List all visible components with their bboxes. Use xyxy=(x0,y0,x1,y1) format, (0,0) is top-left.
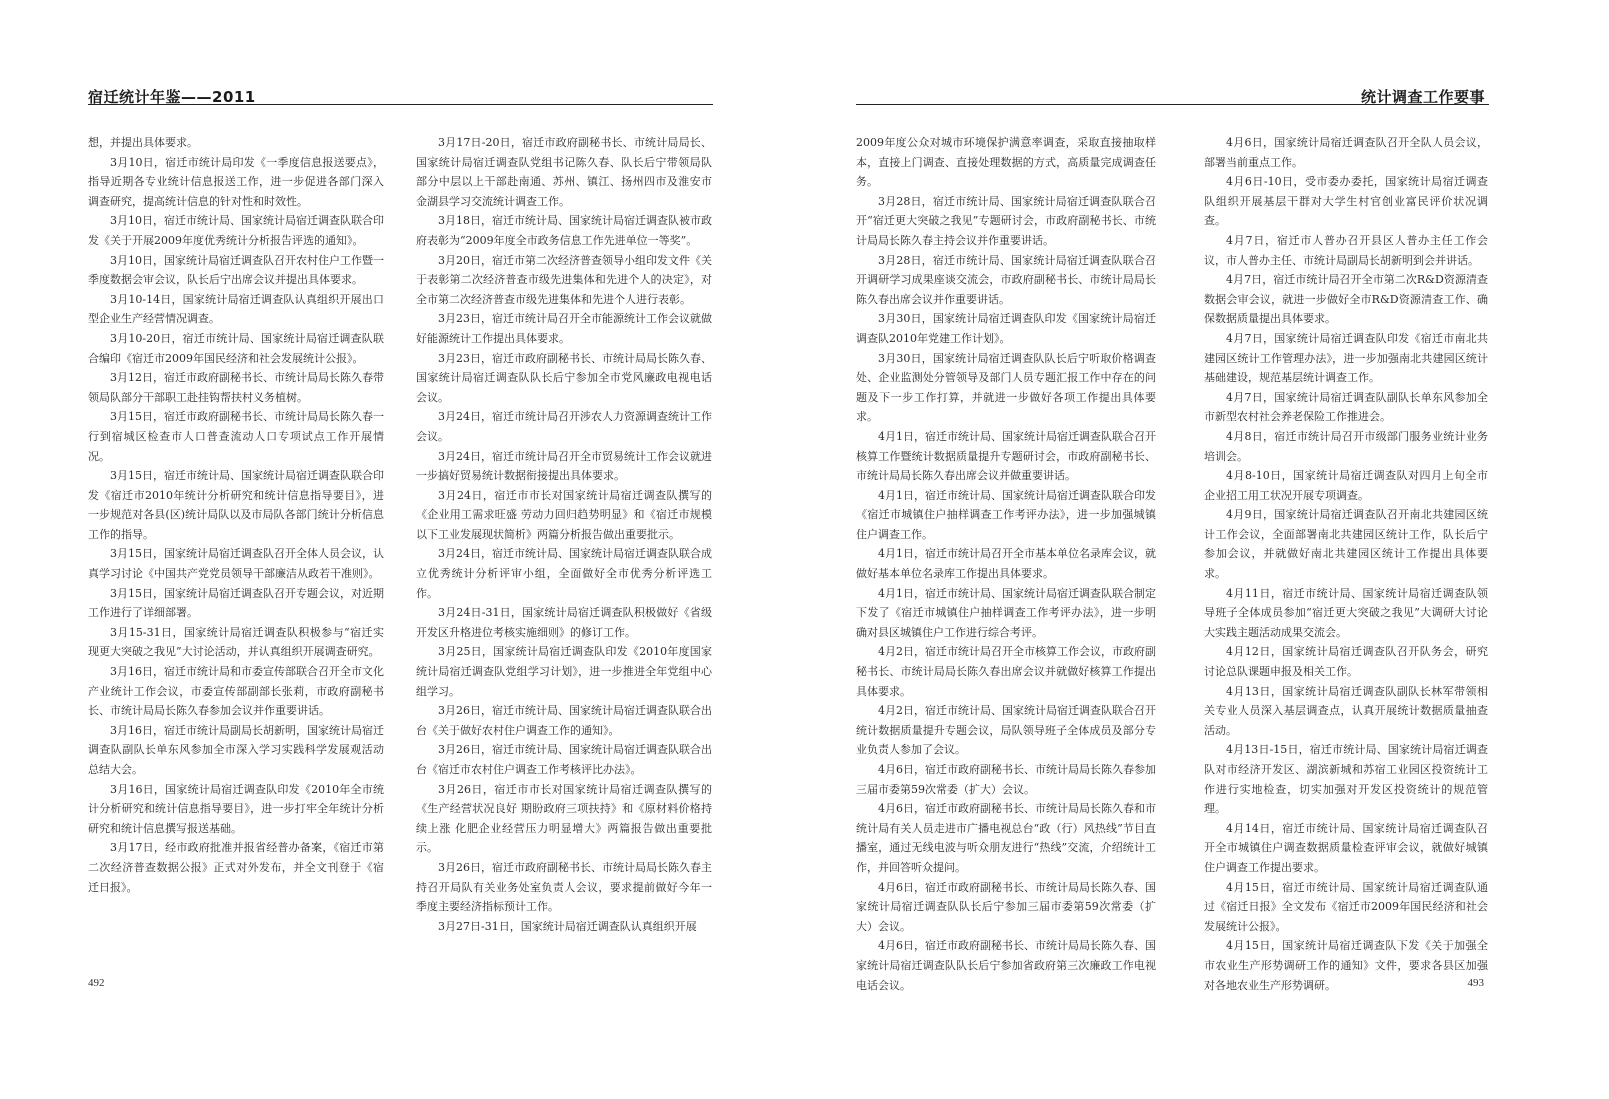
right-column-1 xyxy=(856,133,1156,992)
entry-paragraph: 3月30日，国家统计局宿迁调查队印发《国家统计局宿迁调查队2010年党建工作计划》。 xyxy=(856,312,1156,345)
left-page xyxy=(0,0,804,1099)
entry-paragraph: 3月23日，宿迁市政府副秘书长、市统计局局长陈久春、国家统计局宿迁调查队队长后宁参加全市党风廉政电视电话会议。 xyxy=(416,351,712,404)
entry-paragraph: 4月14日，宿迁市统计局、国家统计局宿迁调查队召开全市城镇住户调查数据质量检查评审会议，就做好城镇住户调查工作提出要求。 xyxy=(1204,821,1488,874)
running-head-left: 宿迁统计年鉴——2011 xyxy=(88,88,256,106)
entry-paragraph: 3月24日，宿迁市统计局召开涉农人力资源调查统计工作会议。 xyxy=(416,410,712,443)
entry-paragraph: 3月25日，国家统计局宿迁调查队印发《2010年度国家统计局宿迁调查队党组学习计划》，进一步推进全年党组中心组学习。 xyxy=(416,645,712,698)
entry-paragraph: 4月9日，国家统计局宿迁调查队召开南北共建园区统计工作会议，全面部署南北共建园区统计工作，队长后宁参加会议，并就做好南北共建园区统计工作提出具体要求。 xyxy=(1204,508,1488,581)
entry-paragraph: 3月17日-20日，宿迁市政府副秘书长、市统计局局长、国家统计局宿迁调查队党组书记陈久春、队长后宁带领局队部分中层以上干部赴南通、苏州、镇江、扬州四市及淮安市金湖县学习交流统计调查工作。 xyxy=(416,136,712,208)
entry-paragraph: 3月16日，国家统计局宿迁调查队印发《2010年全市统计分析研究和统计信息指导要目》，进一步打牢全年统计分析研究和统计信息撰写报送基础。 xyxy=(88,782,384,835)
entry-paragraph: 3月10日，宿迁市统计局、国家统计局宿迁调查队联合印发《关于开展2009年度优秀统计分析报告评选的通知》。 xyxy=(88,214,384,247)
entry-paragraph: 3月28日，宿迁市统计局、国家统计局宿迁调查队联合召开调研学习成果座谈交流会，市政府副秘书长、市统计局局长陈久春出席会议并作重要讲话。 xyxy=(856,253,1156,306)
entry-paragraph: 4月15日，国家统计局宿迁调查队下发《关于加强全市农业生产形势调研工作的通知》文件，要求各县区加强对各地农业生产形势调研。 xyxy=(1204,939,1488,992)
entry-paragraph: 4月6日，宿迁市政府副秘书长、市统计局局长陈久春和市统计局有关人员走进市广播电视总台“政（行）风热线”节目直播室，通过无线电波与听众朋友进行“热线”交流，介绍统计工作，并回答听众提问。 xyxy=(856,802,1156,874)
entry-paragraph: 4月13日-15日，宿迁市统计局、国家统计局宿迁调查队对市经济开发区、湖滨新城和苏宿工业园区投资统计工作进行实地检查，切实加强对开发区投资统计的规范管理。 xyxy=(1204,743,1488,816)
entry-paragraph: 4月1日，宿迁市统计局召开全市基本单位名录库会议，就做好基本单位名录库工作提出具体要求。 xyxy=(856,547,1156,581)
entry-paragraph: 3月15日，国家统计局宿迁调查队召开专题会议，对近期工作进行了详细部署。 xyxy=(88,586,384,620)
entry-paragraph: 3月30日，国家统计局宿迁调查队队长后宁听取价格调查处、企业监测处分管领导及部门人员专题汇报工作中存在的问题及下一步工作打算，并就进一步做好各项工作提出具体要求。 xyxy=(856,351,1156,424)
entry-paragraph: 4月1日，宿迁市统计局、国家统计局宿迁调查队联合印发《宿迁市城镇住户抽样调查工作考评办法》，进一步加强城镇住户调查工作。 xyxy=(856,488,1156,541)
page-number-left: 492 xyxy=(88,977,105,989)
entry-paragraph: 4月15日，宿迁市统计局、国家统计局宿迁调查队通过《宿迁日报》全文发布《宿迁市2009年国民经济和社会发展统计公报》。 xyxy=(1204,880,1488,933)
entry-paragraph: 4月8日，宿迁市统计局召开市级部门服务业统计业务培训会。 xyxy=(1204,429,1488,463)
entry-paragraph: 4月6日，国家统计局宿迁调查队召开全队人员会议，部署当前重点工作。 xyxy=(1204,136,1488,169)
entry-paragraph: 4月7日，国家统计局宿迁调查队副队长单东风参加全市新型农村社会养老保险工作推进会。 xyxy=(1204,390,1488,424)
entry-paragraph: 4月7日，宿迁市人普办召开县区人普办主任工作会议，市人普办主任、市统计局副局长胡新明到会并讲话。 xyxy=(1204,233,1488,267)
entry-paragraph: 3月28日，宿迁市统计局、国家统计局宿迁调查队联合召开“宿迁更大突破之我见”专题研讨会，市政府副秘书长、市统计局局长陈久春主持会议并作重要讲话。 xyxy=(856,194,1156,247)
entry-paragraph: 3月15日，宿迁市政府副秘书长、市统计局局长陈久春一行到宿城区检查市人口普查流动人口专项试点工作开展情况。 xyxy=(88,410,384,463)
entry-paragraph: 3月15-31日，国家统计局宿迁调查队积极参与“宿迁实现更大突破之我见”大讨论活动，并认真组织开展调查研究。 xyxy=(88,625,384,659)
left-column-1 xyxy=(88,133,384,933)
entry-paragraph: 4月2日，宿迁市统计局、国家统计局宿迁调查队联合召开统计数据质量提升专题会议，局队领导班子全体成员及部分专业负责人参加了会议。 xyxy=(856,704,1156,757)
entry-paragraph: 3月20日，宿迁市第二次经济普查领导小组印发文件《关于表彰第二次经济普查市级先进集体和先进个人的决定》，对全市第二次经济普查市级先进集体和先进个人进行表彰。 xyxy=(416,253,712,306)
entry-paragraph: 4月7日，国家统计局宿迁调查队印发《宿迁市南北共建园区统计工作管理办法》，进一步加强南北共建园区统计基础建设，规范基层统计调查工作。 xyxy=(1204,331,1488,385)
entry-paragraph: 3月16日，宿迁市统计局和市委宣传部联合召开全市文化产业统计工作会议，市委宣传部副部长张莉，市政府副秘书长、市统计局局长陈久春参加会议并作重要讲话。 xyxy=(88,665,384,718)
entry-paragraph: 3月16日，宿迁市统计局副局长胡新明，国家统计局宿迁调查队副队长单东风参加全市深入学习实践科学发展观活动总结大会。 xyxy=(88,723,384,776)
left-column-2 xyxy=(416,133,712,933)
entry-paragraph: 3月23日，宿迁市统计局召开全市能源统计工作会议就做好能源统计工作提出具体要求。 xyxy=(416,312,712,345)
entry-paragraph: 3月10-20日，宿迁市统计局、国家统计局宿迁调查队联合编印《宿迁市2009年国民经济和社会发展统计公报》。 xyxy=(88,331,384,365)
entry-paragraph: 4月8-10日，国家统计局宿迁调查队对四月上旬全市企业招工用工状况开展专项调查。 xyxy=(1204,469,1488,502)
entry-paragraph: 3月24日，宿迁市统计局召开全市贸易统计工作会议就进一步搞好贸易统计数据衔接提出具体要求。 xyxy=(416,449,712,483)
entry-paragraph: 3月26日，宿迁市市长对国家统计局宿迁调查队撰写的《生产经营状况良好 期盼政府三项扶持》和《原材料价格持续上涨 化肥企业经营压力明显增大》两篇报告做出重要批示。 xyxy=(416,782,712,855)
entry-paragraph: 4月6日-10日，受市委办委托，国家统计局宿迁调查队组织开展基层干群对大学生村官创业富民评价状况调查。 xyxy=(1204,175,1488,228)
entry-paragraph: 4月11日，宿迁市统计局、国家统计局宿迁调查队领导班子全体成员参加“宿迁更大突破之我见”大调研大讨论大实践主题活动成果交流会。 xyxy=(1204,586,1488,639)
entry-paragraph: 3月24日，宿迁市市长对国家统计局宿迁调查队撰写的《企业用工需求旺盛 劳动力回归趋势明显》和《宿迁市规模以下工业发展现状简析》两篇分析报告做出重要批示。 xyxy=(416,488,712,541)
entry-paragraph: 4月6日，宿迁市政府副秘书长、市统计局局长陈久春、国家统计局宿迁调查队队长后宁参加省政府第三次廉政工作电视电话会议。 xyxy=(856,939,1156,992)
entry-paragraph: 4月1日，宿迁市统计局、国家统计局宿迁调查队联合制定下发了《宿迁市城镇住户抽样调查工作考评办法》，进一步明确对县区城镇住户工作进行综合考评。 xyxy=(856,586,1156,639)
entry-paragraph: 4月12日，国家统计局宿迁调查队召开队务会，研究讨论总队课题申报及相关工作。 xyxy=(1204,645,1488,679)
entry-paragraph: 3月12日，宿迁市政府副秘书长、市统计局局长陈久春带领局队部分干部职工赴挂钩帮扶村义务植树。 xyxy=(88,371,384,404)
entry-paragraph: 4月7日，宿迁市统计局召开全市第二次R&D资源清查数据会审会议，就进一步做好全市R&D资源清查工作、确保数据质量提出具体要求。 xyxy=(1204,273,1488,326)
entry-paragraph: 4月6日，宿迁市政府副秘书长、市统计局局长陈久春、国家统计局宿迁调查队队长后宁参加三届市委第59次常委（扩大）会议。 xyxy=(856,880,1156,933)
entry-paragraph: 3月24日-31日，国家统计局宿迁调查队积极做好《省级开发区升格进位考核实施细则》的修订工作。 xyxy=(416,606,712,639)
entry-paragraph: 3月10-14日，国家统计局宿迁调查队认真组织开展出口型企业生产经营情况调查。 xyxy=(88,292,384,326)
entry-paragraph: 4月2日，宿迁市统计局召开全市核算工作会议，市政府副秘书长、市统计局局长陈久春出席会议并就做好核算工作提出具体要求。 xyxy=(856,645,1156,698)
entry-paragraph: 3月27日-31日，国家统计局宿迁调查队认真组织开展 xyxy=(438,919,697,933)
entry-paragraph: 想，并提出具体要求。 xyxy=(88,136,198,149)
entry-paragraph: 4月1日，宿迁市统计局、国家统计局宿迁调查队联合召开核算工作暨统计数据质量提升专题研讨会，市政府副秘书长、市统计局局长陈久春出席会议并做重要讲话。 xyxy=(856,429,1156,483)
entry-paragraph: 3月15日，国家统计局宿迁调查队召开全体人员会议，认真学习讨论《中国共产党党员领导干部廉洁从政若干准则》。 xyxy=(88,547,384,581)
entry-paragraph: 3月26日，宿迁市统计局、国家统计局宿迁调查队联合出台《关于做好农村住户调查工作的通知》。 xyxy=(416,704,712,737)
entry-paragraph: 3月26日，宿迁市政府副秘书长、市统计局局长陈久春主持召开局队有关业务处室负责人会议，要求提前做好今年一季度主要经济指标预计工作。 xyxy=(416,860,712,914)
entry-paragraph: 4月13日，国家统计局宿迁调查队副队长林军带领相关专业人员深入基层调查点，认真开展统计数据质量抽查活动。 xyxy=(1204,684,1488,737)
header-rule-right xyxy=(856,104,1489,105)
entry-paragraph: 2009年度公众对城市环境保护满意率调查，采取直接抽取样本，直接上门调查、直接处理数据的方式，高质量完成调查任务。 xyxy=(856,136,1156,189)
entry-paragraph: 4月6日，宿迁市政府副秘书长、市统计局局长陈久春参加三届市委第59次常委（扩大）会议。 xyxy=(856,763,1156,796)
entry-paragraph: 3月10日，宿迁市统计局印发《一季度信息报送要点》，指导近期各专业统计信息报送工作，进一步促进各部门深入调查研究，提高统计信息的针对性和时效性。 xyxy=(88,155,384,208)
right-page xyxy=(804,0,1609,1099)
entry-paragraph: 3月15日，宿迁市统计局、国家统计局宿迁调查队联合印发《宿迁市2010年统计分析研究和统计信息指导要目》，进一步规范对各县(区)统计局队以及市局队各部门统计分析信息工作的指导。 xyxy=(88,469,384,541)
entry-paragraph: 3月26日，宿迁市统计局、国家统计局宿迁调查队联合出台《宿迁市农村住户调查工作考核评比办法》。 xyxy=(416,743,712,776)
entry-paragraph: 3月24日，宿迁市统计局、国家统计局宿迁调查队联合成立优秀统计分析评审小组，全面做好全市优秀分析评选工作。 xyxy=(416,547,712,600)
entry-paragraph: 3月18日，宿迁市统计局、国家统计局宿迁调查队被市政府表彰为“2009年度全市政务信息工作先进单位一等奖”。 xyxy=(416,214,712,247)
running-head-right: 统计调查工作要事 xyxy=(1360,88,1485,106)
page-number-right: 493 xyxy=(1467,977,1484,989)
entry-paragraph: 3月10日，国家统计局宿迁调查队召开农村住户工作暨一季度数据会审会议，队长后宁出席会议并提出具体要求。 xyxy=(88,253,384,287)
entry-paragraph: 3月17日，经市政府批准并报省经普办备案，《宿迁市第二次经济普查数据公报》正式对外发布，并全文刊登于《宿迁日报》。 xyxy=(88,841,384,894)
header-rule-left xyxy=(88,104,713,105)
